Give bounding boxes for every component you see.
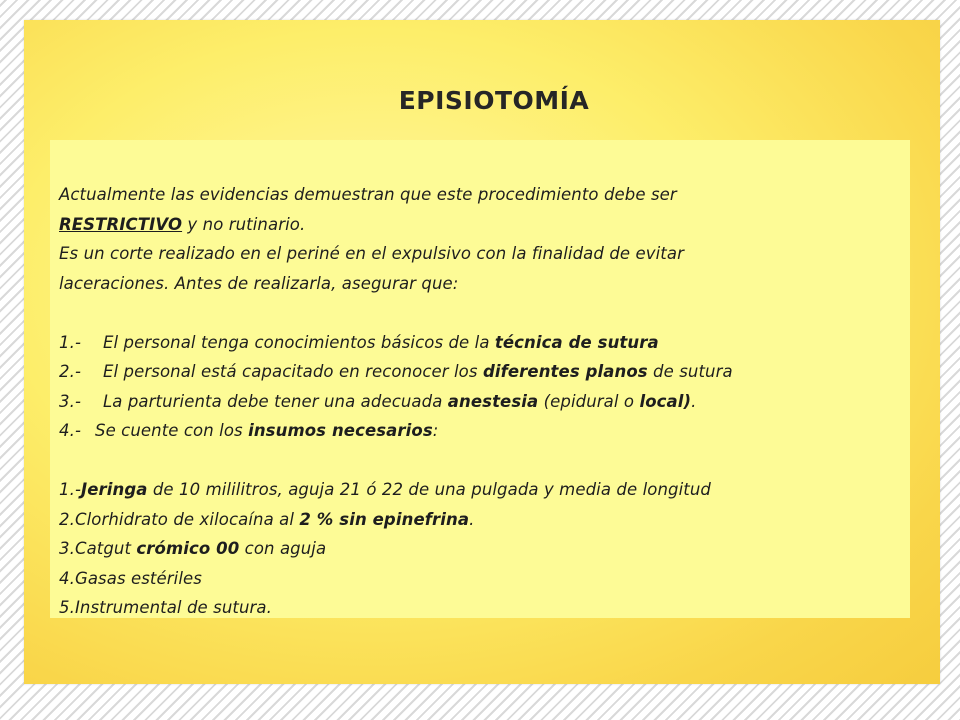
requirement-item xyxy=(59,357,910,387)
supply-text: 1.- xyxy=(59,480,81,499)
supply-item xyxy=(59,564,910,594)
supply-emphasis: crómico 00 xyxy=(136,539,240,558)
requirement-item xyxy=(59,328,910,358)
requirement-number: 1.- xyxy=(59,332,81,352)
supply-emphasis: 2 % sin epinefrina xyxy=(299,509,470,529)
requirement-text: . xyxy=(691,391,697,411)
content-box xyxy=(50,140,910,618)
intro-line-4: laceraciones. Antes de realizarla, asegurar que: xyxy=(59,273,459,293)
supply-text: 3.Catgut xyxy=(59,539,137,558)
requirement-text: de sutura xyxy=(647,362,733,381)
supply-item xyxy=(59,475,910,505)
requirement-text: Se cuente con los xyxy=(95,421,249,440)
requirement-emphasis: insumos necesarios xyxy=(248,421,433,440)
requirement-emphasis: anestesia xyxy=(447,391,539,411)
slide-title: EPISIOTOMÍA xyxy=(398,86,590,115)
supply-emphasis: Jeringa xyxy=(81,480,148,499)
intro-line-2 xyxy=(59,210,910,240)
restrictivo-emphasis: RESTRICTIVO xyxy=(59,214,183,234)
intro-line-3: Es un corte realizado en el periné en el expulsivo con la finalidad de evitar xyxy=(59,244,684,263)
supply-text: de 10 mililitros, aguja 21 ó 22 de una pulgada y media de longitud xyxy=(147,480,711,499)
spacer xyxy=(59,446,910,476)
requirement-text: La parturienta debe tener una adecuada xyxy=(103,391,448,411)
supply-text: con aguja xyxy=(239,539,327,558)
requirement-text: El personal está capacitado en reconocer los xyxy=(103,362,483,381)
spacer xyxy=(59,298,910,328)
requirement-number: 3.- xyxy=(59,391,81,411)
supply-text: 4.Gasas estériles xyxy=(59,568,202,588)
requirement-emphasis: diferentes planos xyxy=(482,362,648,381)
slide xyxy=(24,20,940,684)
requirement-number: 4.- xyxy=(59,421,81,440)
requirement-item xyxy=(59,416,910,446)
intro-line-2-rest: y no rutinario. xyxy=(182,214,306,234)
supply-text: . xyxy=(469,509,475,529)
requirement-text: El personal tenga conocimientos básicos de la xyxy=(103,332,495,352)
supply-item xyxy=(59,505,910,535)
supply-item xyxy=(59,534,910,564)
requirement-item xyxy=(59,387,910,417)
requirement-text: (epidural o xyxy=(538,391,640,411)
supply-text: 2.Clorhidrato de xilocaína al xyxy=(59,509,300,529)
supply-item xyxy=(59,593,910,623)
requirement-emphasis: local) xyxy=(639,391,692,411)
requirement-text: : xyxy=(432,421,439,440)
supply-text: 5.Instrumental de sutura. xyxy=(59,598,272,617)
intro-line-1: Actualmente las evidencias demuestran que este procedimiento debe ser xyxy=(59,185,677,204)
requirement-number: 2.- xyxy=(59,362,81,381)
requirement-emphasis: técnica de sutura xyxy=(494,332,659,352)
